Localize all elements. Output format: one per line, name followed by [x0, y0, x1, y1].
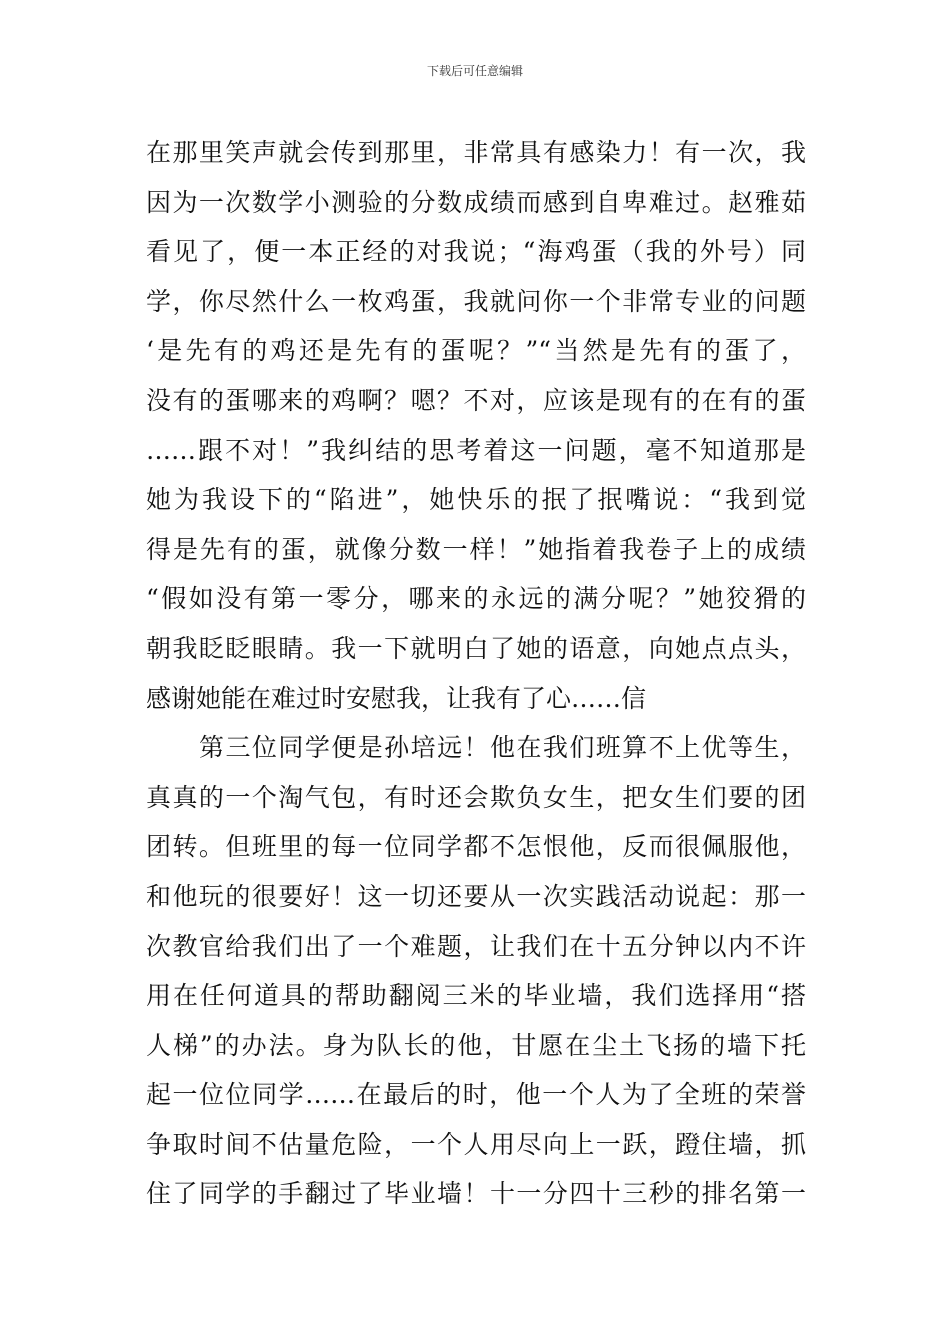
text-line: 次教官给我们出了一个难题，让我们在十五分钟以内不许	[146, 931, 806, 961]
text-line: 团转。但班里的每一位同学都不怎恨他，反而很佩服他，	[146, 832, 806, 862]
text-line: 和他玩的很要好！这一切还要从一次实践活动说起：那一	[146, 881, 806, 911]
text-line: 看见了，便一本正经的对我说；“海鸡蛋（我的外号）同	[146, 237, 806, 267]
text-line: 在那里笑声就会传到那里，非常具有感染力！有一次，我	[146, 138, 806, 167]
text-line: 争取时间不估量危险，一个人用尽向上一跃，蹬住墙，抓	[146, 1129, 806, 1159]
text-line: 得是先有的蛋，就像分数一样！”她指着我卷子上的成绩	[146, 534, 806, 564]
paragraph-2	[146, 723, 806, 1219]
text-line: 住了同学的手翻过了毕业墙！十一分四十三秒的排名第一	[146, 1179, 806, 1209]
text-line: 朝我眨眨眼睛。我一下就明白了她的语意，向她点点头，	[146, 633, 806, 663]
text-line: ……跟不对！”我纠结的思考着这一问题，毫不知道那是	[146, 435, 806, 465]
text-line: 她为我设下的“陷进”，她快乐的抿了抿嘴说：“我到觉	[146, 485, 806, 515]
text-line: 用在任何道具的帮助翻阅三米的毕业墙，我们选择用“搭	[146, 981, 806, 1011]
text-line: 因为一次数学小测验的分数成绩而感到自卑难过。赵雅茹	[146, 187, 806, 217]
text-line: ‘是先有的鸡还是先有的蛋呢？”“当然是先有的蛋了，	[146, 336, 806, 366]
text-line: 没有的蛋哪来的鸡啊？嗯？不对，应该是现有的在有的蛋	[146, 385, 806, 415]
text-line: 真真的一个淘气包，有时还会欺负女生，把女生们要的团	[146, 782, 806, 812]
page-header: 下载后可任意编辑	[426, 64, 523, 78]
text-line: 感谢她能在难过时安慰我，让我有了心……信	[146, 683, 647, 713]
text-line: 学，你尽然什么一枚鸡蛋，我就问你一个非常专业的问题	[146, 286, 806, 316]
text-line: 第三位同学便是孙培远！他在我们班算不上优等生，	[199, 733, 806, 763]
paragraph-1	[146, 128, 806, 723]
text-line: 起一位位同学……在最后的时，他一个人为了全班的荣誉	[146, 1080, 806, 1110]
text-line: 人梯”的办法。身为队长的他，甘愿在尘土飞扬的墙下托	[146, 1030, 806, 1060]
body-text	[146, 128, 806, 1219]
text-line: “假如没有第一零分，哪来的永远的满分呢？”她狡猾的	[146, 584, 806, 614]
